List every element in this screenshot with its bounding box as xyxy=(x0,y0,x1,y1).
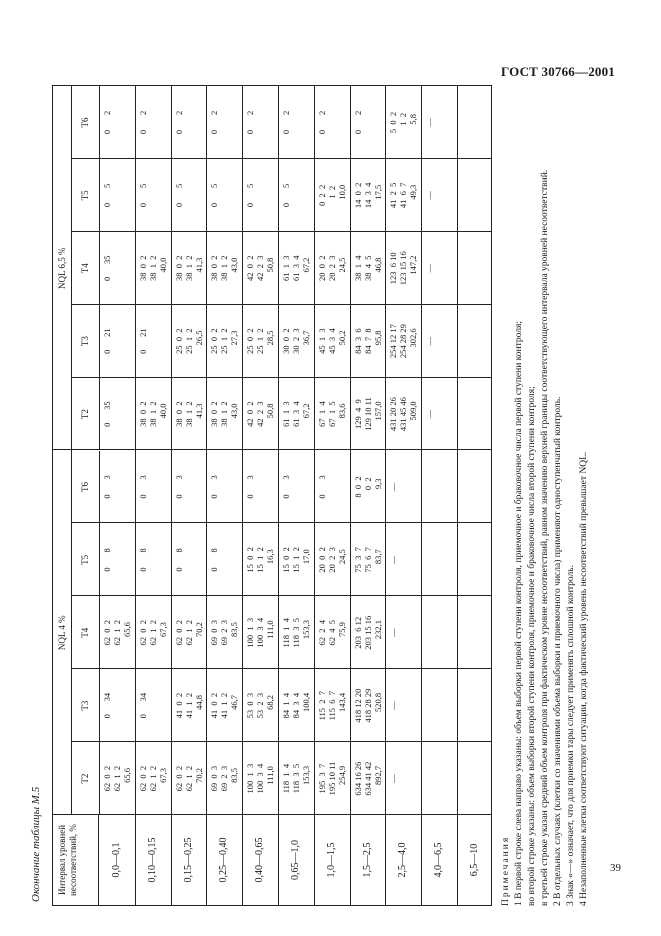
column-header: T6 xyxy=(71,451,100,524)
table-cell: 5 0 2 1 2 5,8 xyxy=(388,111,419,134)
table-cell: 69 0 3 69 2 3 83,5 xyxy=(209,620,240,646)
table-cell: 38 0 2 38 1 2 40,0 xyxy=(137,401,168,427)
column-header: T5 xyxy=(71,159,100,232)
table-cell: 25 0 2 25 1 2 27,3 xyxy=(209,328,240,354)
row-divider xyxy=(242,86,243,905)
table-cell: 0 35 xyxy=(102,401,112,427)
table-cell: 0 21 xyxy=(102,328,112,354)
table-cell: 42 0 2 42 2 3 50,8 xyxy=(245,255,276,282)
table-cell: — xyxy=(424,191,435,200)
group-header-nql4: NQL 4 % xyxy=(53,451,72,816)
table-cell: 20 0 2 20 2 3 24,5 xyxy=(316,255,347,282)
table-cell: 0 8 xyxy=(102,548,112,572)
table-cell: 41 0 2 41 1 2 46,7 xyxy=(209,692,240,719)
table-cell: 62 2 4 62 4 5 75,9 xyxy=(316,620,347,646)
table-cell: 431 20 26 431 45 46 509,0 xyxy=(388,397,419,432)
table-cell: 100 1 3 100 3 4 111,0 xyxy=(245,763,276,794)
table-cell: 0 8 xyxy=(173,548,184,572)
table-cell: 0 3 xyxy=(173,475,184,499)
level-column xyxy=(53,814,491,905)
table-cell: 62 0 2 62 1 2 70,2 xyxy=(173,765,204,792)
table-cell: 0 2 xyxy=(209,110,220,135)
table-cell: 62 0 2 62 1 2 65,6 xyxy=(102,765,132,792)
level-label: 2,5—4,0 xyxy=(397,842,409,878)
table-cell: 0 3 xyxy=(137,475,148,499)
table-cell: 84 1 4 84 3 4 100,4 xyxy=(281,692,311,719)
level-column-header: Интервал уровней несоответствий, % xyxy=(53,815,99,905)
row-divider xyxy=(350,86,351,905)
note-line: во второй строке указаны: объем выборки второй ступени контроля, приемочное и браковочное числа второй ступени контроля; xyxy=(527,386,537,906)
column-header: T4 xyxy=(71,596,100,669)
notes-section xyxy=(500,85,591,906)
level-label: 0,25—0,40 xyxy=(218,837,230,883)
table-cell: 38 0 2 38 1 2 40,0 xyxy=(137,255,168,282)
table-cell: 38 1 4 38 4 5 46,8 xyxy=(352,255,383,282)
table-cell: 129 4 9 129 10 11 157,0 xyxy=(352,397,383,431)
table-cell: 45 1 3 45 3 4 50,2 xyxy=(316,328,347,354)
group-header-nql65: NQL 6,5 % xyxy=(53,86,72,451)
column-header: T4 xyxy=(71,232,100,305)
table-cell: 0 5 xyxy=(209,183,220,208)
table-cell: — xyxy=(424,336,435,346)
table-cell: 30 0 2 30 2 3 36,7 xyxy=(281,328,311,354)
table-cell: 0 2 xyxy=(245,110,256,135)
table-cell: 0 3 xyxy=(209,475,220,499)
table-cell: — xyxy=(388,774,399,783)
table-cell: — xyxy=(424,264,435,273)
table-cell: — xyxy=(424,409,435,419)
table-cell: 118 1 4 118 3 5 153,3 xyxy=(281,618,311,648)
table-cell: 61 1 3 61 3 4 67,2 xyxy=(281,255,311,282)
column-header: T5 xyxy=(71,523,100,596)
table-cell: 20 0 2 20 2 3 24,5 xyxy=(316,547,347,573)
row-divider xyxy=(314,86,315,905)
table-cell: 38 0 2 38 1 2 41,3 xyxy=(173,255,204,282)
table-cell: 100 1 3 100 3 4 111,0 xyxy=(245,617,276,648)
level-label: 0,65—1,0 xyxy=(289,840,301,880)
row-divider xyxy=(135,86,136,905)
table-cell: 61 1 3 61 3 4 67,2 xyxy=(281,401,311,427)
table-cell: 38 0 2 38 1 2 41,3 xyxy=(173,401,204,427)
table-cell: 67 1 4 67 1 5 83,6 xyxy=(316,401,347,427)
rotated-table-block xyxy=(30,85,631,906)
level-label: 0,0—0,1 xyxy=(110,842,122,878)
table-cell: 0 2 xyxy=(102,110,112,135)
column-header: T3 xyxy=(71,669,100,742)
table-cell: 0 3 xyxy=(102,475,112,499)
table-cell: 25 0 2 25 1 2 26,5 xyxy=(173,328,204,354)
table-cell: 0 2 xyxy=(281,110,291,135)
table-cell: 8 0 2 0 2 9,3 xyxy=(352,476,383,498)
table-cell: 84 3 6 84 7 8 95,8 xyxy=(352,328,383,354)
level-label: 0,15—0,25 xyxy=(182,837,194,883)
table-cell: 0 2 xyxy=(316,110,327,135)
table-cell: 634 16 26 634 41 42 892,7 xyxy=(352,761,383,796)
table-cell: 38 0 2 38 1 2 43,0 xyxy=(209,255,240,282)
column-header: T2 xyxy=(71,742,100,815)
table-cell: 115 2 7 115 6 7 143,4 xyxy=(316,690,347,721)
table-cell: 0 5 xyxy=(281,183,291,208)
table-cell: 14 0 2 14 3 4 17,5 xyxy=(352,182,383,209)
note-line: 2 В отдельных случаях (клетки со значениями объема выборки и приемочного числа) применяют одноступенчатый контроль. xyxy=(553,396,563,906)
table-cell: 0 5 xyxy=(245,183,256,208)
table-cell: 0 34 xyxy=(102,692,112,719)
table-cell: 62 0 2 62 1 2 70,2 xyxy=(173,620,204,646)
table-cell: 123 6 10 123 15 16 147,2 xyxy=(388,251,419,286)
row-divider xyxy=(457,86,458,905)
row-divider xyxy=(206,86,207,905)
table-cell: — xyxy=(424,118,435,127)
data-table xyxy=(52,85,492,906)
table-cell: 0 34 xyxy=(137,692,148,719)
table-cell: 15 0 2 15 1 2 16,3 xyxy=(245,547,276,573)
table-cell: 0 2 xyxy=(173,110,184,135)
table-cell: 0 5 xyxy=(137,183,148,208)
table-cell: 0 8 xyxy=(209,548,220,572)
column-header: T6 xyxy=(71,86,100,159)
table-cell: — xyxy=(388,482,399,492)
row-divider xyxy=(278,86,279,905)
note-line: в третьей строке указан средний объем контроля при фактическом уровне несоответствий, равном значению верхней границы соответствующего интервала уровней несоответствий. xyxy=(540,169,550,906)
level-label: 4,0—6,5 xyxy=(433,842,445,878)
table-cell: 0 8 xyxy=(137,548,148,572)
table-cell: 0 5 xyxy=(102,183,112,208)
table-cell: 69 0 3 69 2 3 83,5 xyxy=(209,765,240,792)
table-cell: 0 2 xyxy=(352,110,363,135)
page-number: 39 xyxy=(610,862,621,874)
table-cell: 418 12 20 418 28 29 520,8 xyxy=(352,688,383,723)
column-header: T3 xyxy=(71,305,100,378)
table-cell: 62 0 2 62 1 2 67,3 xyxy=(137,765,168,792)
level-label: 1,5—2,5 xyxy=(361,842,373,878)
table-cell: 62 0 2 62 1 2 67,3 xyxy=(137,620,168,646)
table-caption: Окончание таблицы М.5 xyxy=(30,786,42,902)
table-cell: 15 0 2 15 1 2 17,0 xyxy=(281,547,311,573)
row-divider xyxy=(385,86,386,905)
table-cell: 0 3 xyxy=(281,475,291,499)
table-cell: 25 0 2 25 1 2 28,5 xyxy=(245,328,276,354)
level-label: 1,0—1,5 xyxy=(325,842,337,878)
note-line: 1 В первой строке слева направо указаны: объем выборки первой ступени контроля, приемочное и браковочное числа первой ступени контроля; xyxy=(514,320,524,906)
table-cell: 203 6 12 203 15 16 232,1 xyxy=(352,615,383,650)
table-grid xyxy=(53,86,491,815)
table-cell: 41 2 5 41 6 7 49,3 xyxy=(388,182,419,209)
table-cell: 118 1 4 118 3 5 153,3 xyxy=(281,763,311,794)
standard-designation: ГОСТ 30766—2001 xyxy=(500,64,615,79)
table-cell: 195 3 7 195 10 11 254,9 xyxy=(316,761,347,796)
level-label: 0,10—0,15 xyxy=(146,837,158,883)
table-cell: 0 2 2 1 2 10,0 xyxy=(316,184,347,206)
table-cell: — xyxy=(388,628,399,638)
table-cell: 0 2 xyxy=(137,110,148,135)
table-cell: 53 0 3 53 2 3 68,2 xyxy=(245,692,276,719)
level-label: 6,5—10 xyxy=(468,843,480,877)
row-divider xyxy=(421,86,422,905)
note-line: 4 Незаполненные клетки соответствуют ситуации, когда фактический уровень несоответствий превышает NQL. xyxy=(579,451,589,906)
table-cell: 0 3 xyxy=(245,475,256,499)
row-divider xyxy=(171,86,172,905)
table-cell: 0 5 xyxy=(173,183,184,208)
note-line: 3 Знак «—» означает, что для приемки тары следует применять сплошной контроль. xyxy=(566,565,576,906)
column-header: T2 xyxy=(71,378,100,451)
table-cell: 62 0 2 62 1 2 65,6 xyxy=(102,620,132,646)
table-cell: 0 3 xyxy=(316,475,327,499)
notes-title: Примечания xyxy=(501,835,511,906)
table-cell: 0 35 xyxy=(102,255,112,282)
table-cell: — xyxy=(388,701,399,710)
table-cell: 75 3 7 75 6 7 83,7 xyxy=(352,547,383,573)
table-cell: — xyxy=(388,555,399,565)
table-cell: 38 0 2 38 1 2 43,0 xyxy=(209,401,240,427)
table-cell: 0 21 xyxy=(137,328,148,354)
table-cell: 42 0 2 42 2 3 50,8 xyxy=(245,401,276,427)
table-cell: 254 12 17 254 28 29 302,6 xyxy=(388,324,419,359)
level-label: 0,40—0,65 xyxy=(254,837,266,883)
table-cell: 41 0 2 41 1 2 44,8 xyxy=(173,692,204,719)
